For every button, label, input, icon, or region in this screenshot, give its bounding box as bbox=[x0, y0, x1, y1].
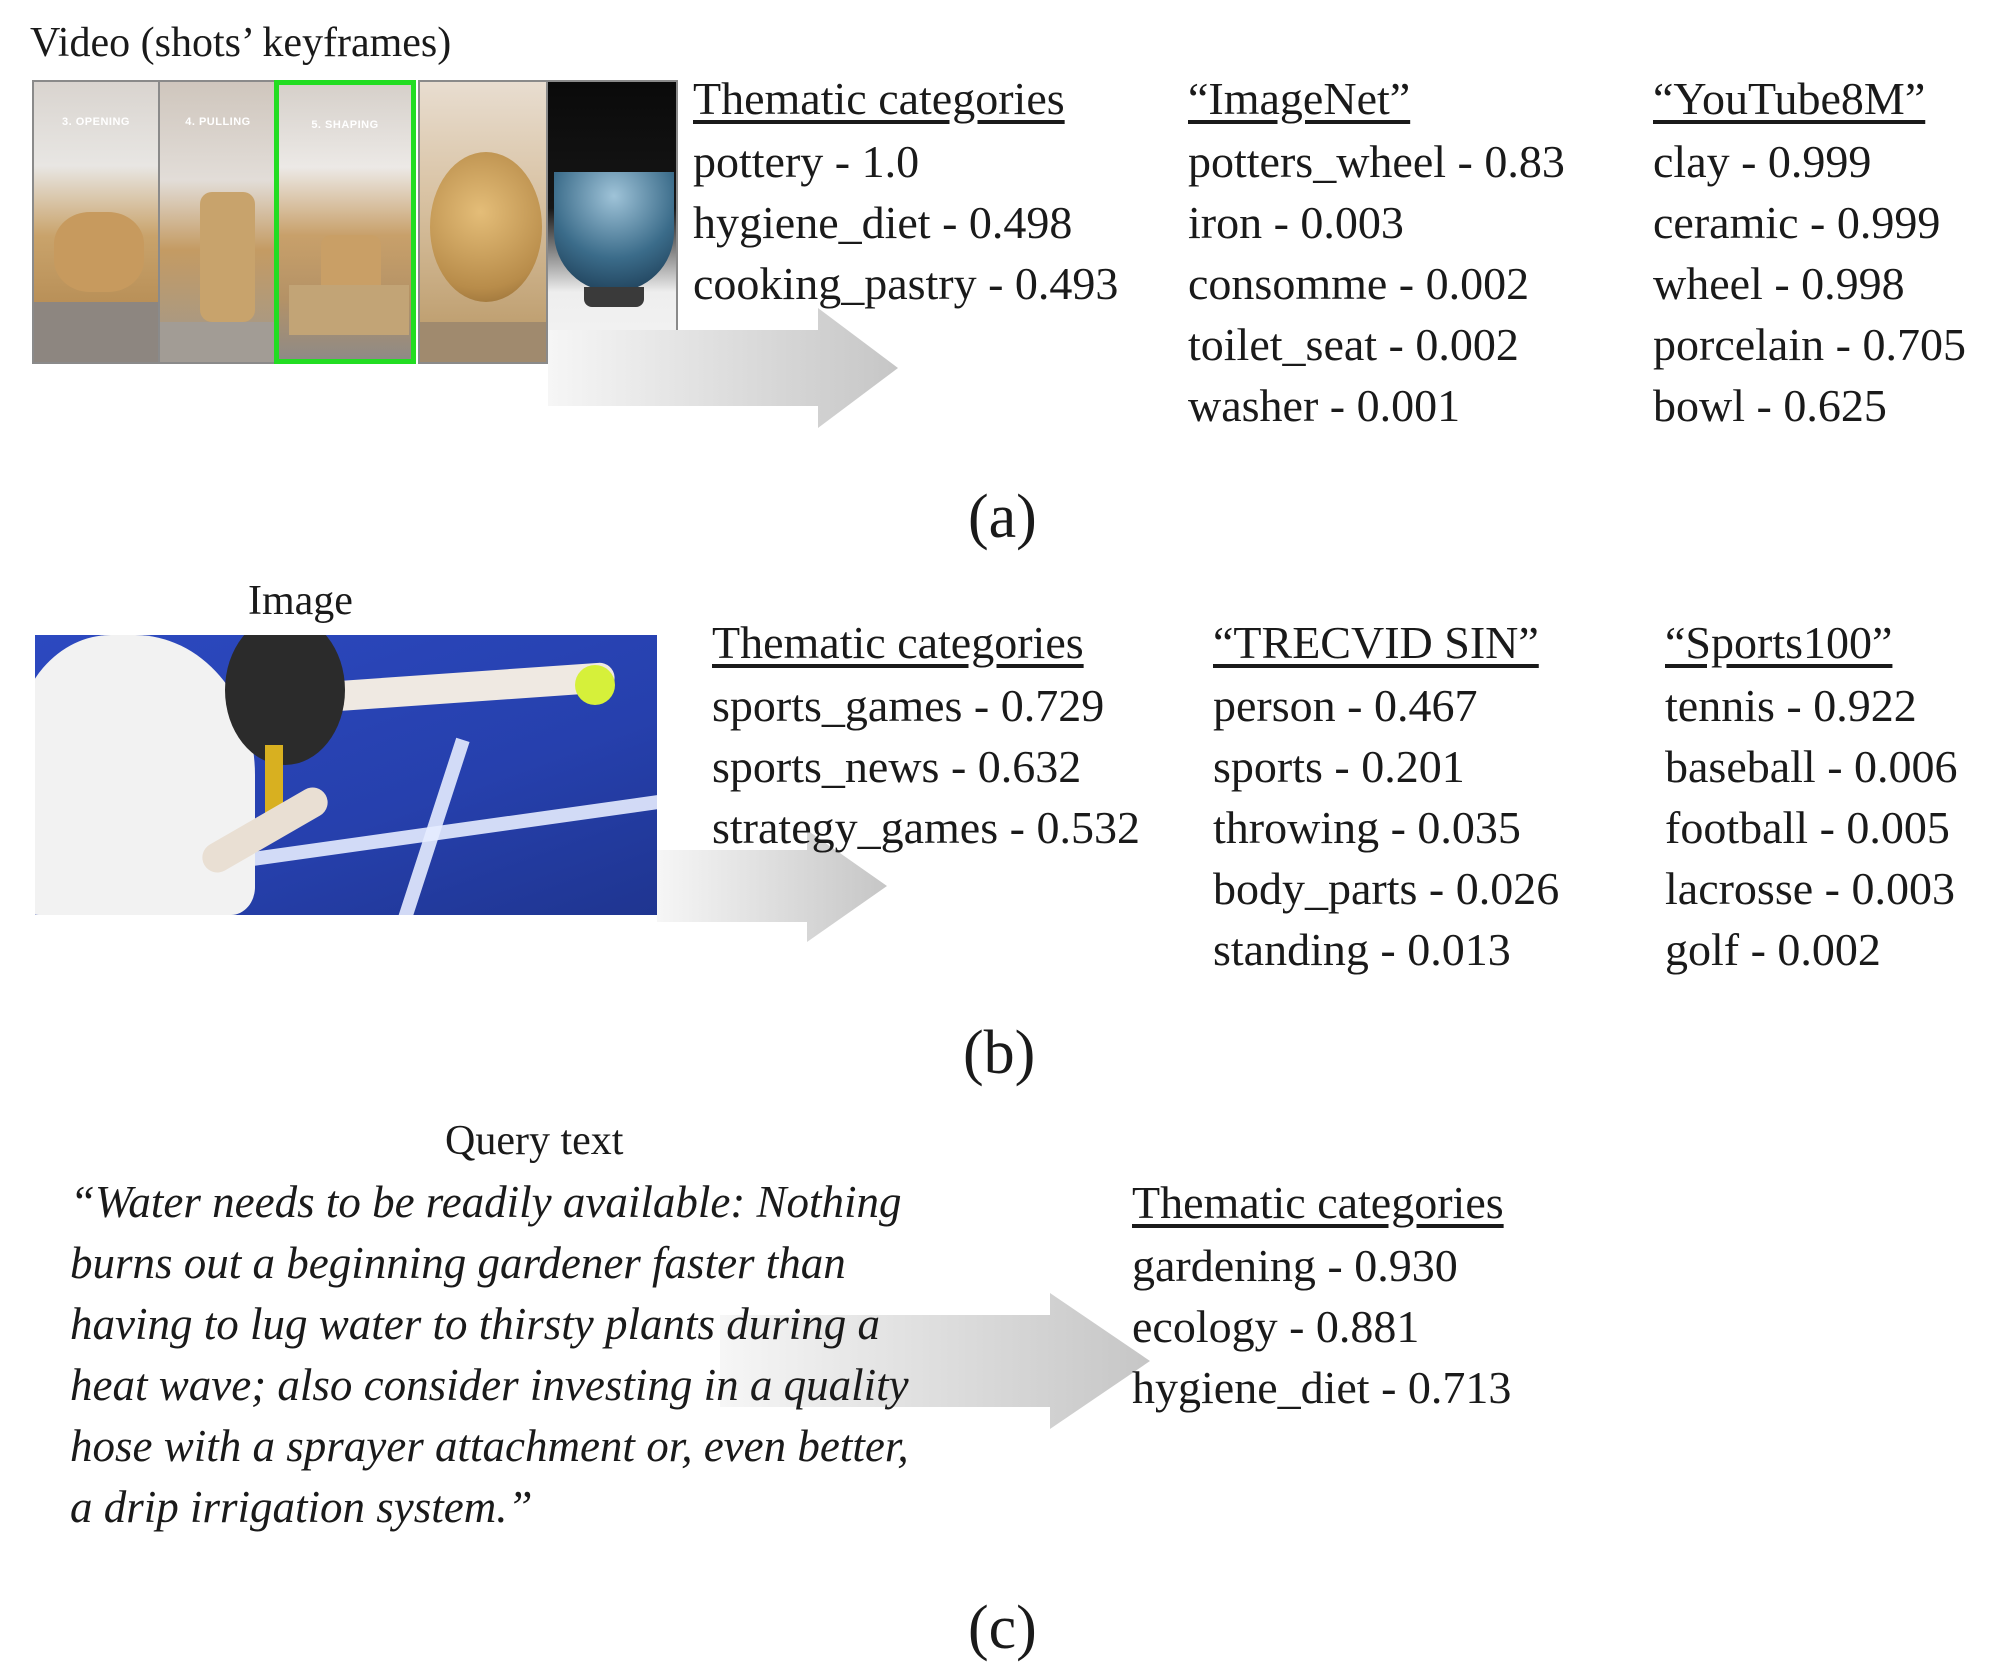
list-item: pottery - 1.0 bbox=[693, 136, 920, 187]
list-item: person - 0.467 bbox=[1213, 680, 1478, 731]
query-line: a drip irrigation system.” bbox=[70, 1482, 533, 1532]
list-item: baseball - 0.006 bbox=[1665, 741, 1958, 792]
padel-player-image bbox=[35, 635, 657, 915]
list-item: potters_wheel - 0.83 bbox=[1188, 136, 1565, 187]
list-item: ceramic - 0.999 bbox=[1653, 197, 1941, 248]
image-source-label: Image bbox=[248, 578, 353, 624]
thematic-categories-column-b bbox=[712, 617, 1140, 866]
list-item: sports_news - 0.632 bbox=[712, 741, 1082, 792]
list-item: iron - 0.003 bbox=[1188, 197, 1404, 248]
arrow-right-icon bbox=[548, 308, 900, 428]
list-item: hygiene_diet - 0.713 bbox=[1132, 1362, 1512, 1413]
frame-tag-shaping: 5. SHAPING bbox=[311, 119, 379, 131]
query-text-block bbox=[70, 1172, 909, 1538]
list-item: cooking_pastry - 0.493 bbox=[693, 258, 1119, 309]
column-heading: Thematic categories bbox=[693, 73, 1065, 124]
column-heading: “TRECVID SIN” bbox=[1213, 617, 1539, 668]
thematic-categories-column-c bbox=[1132, 1177, 1512, 1426]
keyframe-opening bbox=[32, 80, 160, 364]
query-line: hose with a sprayer attachment or, even better, bbox=[70, 1421, 909, 1471]
youtube8m-column bbox=[1653, 73, 1966, 444]
list-item: wheel - 0.998 bbox=[1653, 258, 1905, 309]
keyframe-pulling bbox=[158, 80, 278, 364]
list-item: throwing - 0.035 bbox=[1213, 802, 1521, 853]
keyframe-bowl bbox=[418, 80, 548, 364]
frame-tag-pulling: 4. PULLING bbox=[185, 116, 251, 128]
list-item: consomme - 0.002 bbox=[1188, 258, 1530, 309]
panel-caption-b: (b) bbox=[963, 1019, 1036, 1087]
list-item: golf - 0.002 bbox=[1665, 924, 1881, 975]
column-heading: Thematic categories bbox=[1132, 1177, 1504, 1228]
list-item: strategy_games - 0.532 bbox=[712, 802, 1140, 853]
list-item: clay - 0.999 bbox=[1653, 136, 1872, 187]
query-line: “Water needs to be readily available: Nothing bbox=[70, 1177, 902, 1227]
video-source-label: Video (shots’ keyframes) bbox=[30, 20, 452, 66]
sports100-column bbox=[1665, 617, 1958, 988]
list-item: bowl - 0.625 bbox=[1653, 380, 1887, 431]
query-line: burns out a beginning gardener faster than bbox=[70, 1238, 846, 1288]
panel-caption-a: (a) bbox=[968, 483, 1037, 551]
trecvid-sin-column bbox=[1213, 617, 1560, 988]
list-item: lacrosse - 0.003 bbox=[1665, 863, 1955, 914]
list-item: standing - 0.013 bbox=[1213, 924, 1511, 975]
column-heading: “YouTube8M” bbox=[1653, 73, 1926, 124]
keyframe-shaping-highlighted bbox=[274, 80, 416, 364]
query-line: heat wave; also consider investing in a quality bbox=[70, 1360, 909, 1410]
query-line: having to lug water to thirsty plants during a bbox=[70, 1299, 881, 1349]
list-item: body_parts - 0.026 bbox=[1213, 863, 1560, 914]
list-item: ecology - 0.881 bbox=[1132, 1301, 1420, 1352]
column-heading: “Sports100” bbox=[1665, 617, 1893, 668]
thematic-categories-column-a bbox=[693, 73, 1119, 322]
query-text-label: Query text bbox=[445, 1118, 624, 1164]
list-item: sports - 0.201 bbox=[1213, 741, 1465, 792]
frame-tag-opening: 3. OPENING bbox=[62, 116, 130, 128]
panel-caption-c: (c) bbox=[968, 1594, 1037, 1662]
list-item: sports_games - 0.729 bbox=[712, 680, 1105, 731]
column-heading: Thematic categories bbox=[712, 617, 1084, 668]
list-item: washer - 0.001 bbox=[1188, 380, 1461, 431]
list-item: hygiene_diet - 0.498 bbox=[693, 197, 1073, 248]
imagenet-column bbox=[1188, 73, 1565, 444]
column-heading: “ImageNet” bbox=[1188, 73, 1411, 124]
list-item: toilet_seat - 0.002 bbox=[1188, 319, 1519, 370]
list-item: football - 0.005 bbox=[1665, 802, 1950, 853]
list-item: porcelain - 0.705 bbox=[1653, 319, 1966, 370]
list-item: tennis - 0.922 bbox=[1665, 680, 1917, 731]
list-item: gardening - 0.930 bbox=[1132, 1240, 1458, 1291]
